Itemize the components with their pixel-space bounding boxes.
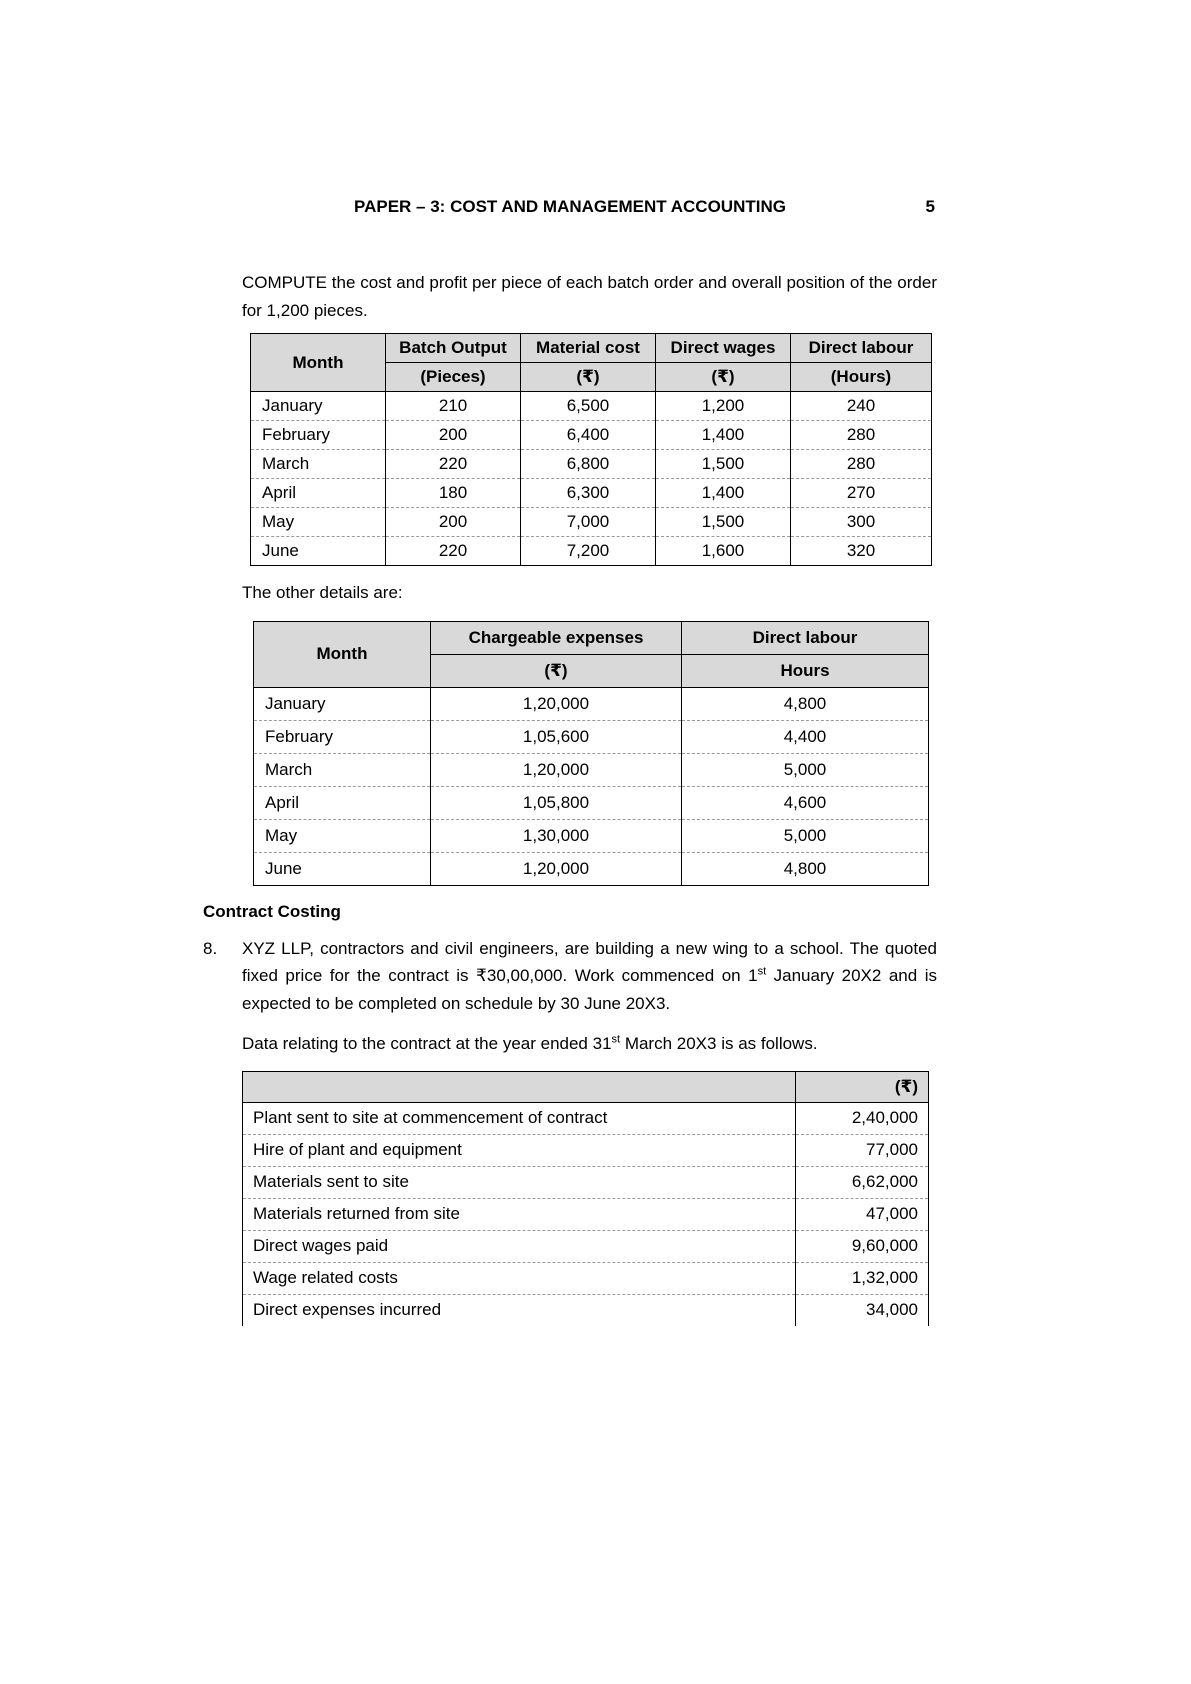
table-cell: Materials returned from site <box>243 1198 796 1230</box>
data-line-b: March 20X3 is as follows. <box>620 1034 818 1054</box>
table-cell: 4,400 <box>682 720 929 753</box>
table-row <box>254 687 929 720</box>
page-title: PAPER – 3: COST AND MANAGEMENT ACCOUNTING <box>354 197 786 216</box>
table-cell: 220 <box>386 450 521 479</box>
header-row <box>251 334 932 363</box>
page-header <box>203 197 937 219</box>
other-details-label: The other details are: <box>242 583 403 603</box>
table-cell: 280 <box>791 421 932 450</box>
col-header-month: Month <box>251 334 386 392</box>
col-header-item-blank <box>243 1071 796 1102</box>
table-cell: 7,200 <box>521 537 656 566</box>
table-cell: 200 <box>386 421 521 450</box>
table-cell: March <box>254 753 431 786</box>
ordinal-superscript: st <box>757 965 767 978</box>
table-row <box>251 537 932 566</box>
unit-pieces: (Pieces) <box>386 363 521 392</box>
table-cell: Direct wages paid <box>243 1230 796 1262</box>
col-header-direct-wages: Direct wages <box>656 334 791 363</box>
table-cell: 200 <box>386 508 521 537</box>
table-cell: June <box>254 852 431 885</box>
table-row <box>251 392 932 421</box>
batch-output-table <box>250 333 932 566</box>
table-row <box>251 450 932 479</box>
table-cell: February <box>254 720 431 753</box>
table-cell: 270 <box>791 479 932 508</box>
question-number: 8. <box>203 938 218 958</box>
table-cell: 1,500 <box>656 450 791 479</box>
table-cell: 5,000 <box>682 753 929 786</box>
table-cell: 320 <box>791 537 932 566</box>
table-cell: 1,500 <box>656 508 791 537</box>
table-cell: 77,000 <box>796 1134 929 1166</box>
table-cell: April <box>254 786 431 819</box>
table-cell: January <box>254 687 431 720</box>
table-cell: March <box>251 450 386 479</box>
table-cell: 1,05,800 <box>431 786 682 819</box>
table-row <box>254 720 929 753</box>
details-table-body <box>254 687 929 885</box>
table-row <box>243 1230 929 1262</box>
question-8 <box>203 935 937 1018</box>
table-cell: 1,05,600 <box>431 720 682 753</box>
table-cell: 1,32,000 <box>796 1262 929 1294</box>
table-cell: 1,20,000 <box>431 687 682 720</box>
unit-rupees: (₹) <box>656 363 791 392</box>
table-cell: 240 <box>791 392 932 421</box>
table-cell: 2,40,000 <box>796 1102 929 1134</box>
table-row <box>243 1198 929 1230</box>
table-cell: Plant sent to site at commencement of contract <box>243 1102 796 1134</box>
table-cell: 1,30,000 <box>431 819 682 852</box>
table-row <box>243 1166 929 1198</box>
table-cell: Materials sent to site <box>243 1166 796 1198</box>
table-cell: 1,200 <box>656 392 791 421</box>
other-details-table <box>253 621 929 886</box>
unit-hours: (Hours) <box>791 363 932 392</box>
table-cell: Hire of plant and equipment <box>243 1134 796 1166</box>
table-cell: 210 <box>386 392 521 421</box>
col-header-direct-labour: Direct labour <box>682 621 929 654</box>
table-row <box>243 1262 929 1294</box>
contract-data-table <box>242 1071 929 1327</box>
unit-rupees: (₹) <box>431 654 682 687</box>
section-heading-contract-costing: Contract Costing <box>203 901 341 921</box>
table-row <box>254 753 929 786</box>
table-cell: 1,20,000 <box>431 852 682 885</box>
table-cell: 280 <box>791 450 932 479</box>
contract-table-header <box>243 1071 929 1102</box>
col-header-amount: (₹) <box>796 1071 929 1102</box>
ordinal-superscript: st <box>611 1033 621 1046</box>
batch-table-body <box>251 392 932 566</box>
document-page <box>203 197 937 1326</box>
col-header-month: Month <box>254 621 431 687</box>
header-row <box>254 621 929 654</box>
table-row <box>254 786 929 819</box>
table-cell: June <box>251 537 386 566</box>
col-header-material-cost: Material cost <box>521 334 656 363</box>
table-cell: 1,400 <box>656 421 791 450</box>
table-cell: 7,000 <box>521 508 656 537</box>
table-cell: May <box>251 508 386 537</box>
table-cell: 180 <box>386 479 521 508</box>
table-cell: 1,600 <box>656 537 791 566</box>
question-text <box>242 935 937 1018</box>
table-cell: 1,400 <box>656 479 791 508</box>
data-line-a: Data relating to the contract at the year ended 31 <box>242 1034 612 1054</box>
details-table-header <box>254 621 929 687</box>
question-text-b: January 20X2 and is expected to be completed on schedule by 30 June 20X3. <box>242 966 938 1013</box>
col-header-chargeable-expenses: Chargeable expenses <box>431 621 682 654</box>
table-cell: February <box>251 421 386 450</box>
table-cell: 6,800 <box>521 450 656 479</box>
table-cell: 6,400 <box>521 421 656 450</box>
table-cell: 5,000 <box>682 819 929 852</box>
table-cell: 4,800 <box>682 687 929 720</box>
table-row <box>254 852 929 885</box>
table-cell: April <box>251 479 386 508</box>
unit-hours: Hours <box>682 654 929 687</box>
col-header-batch-output: Batch Output <box>386 334 521 363</box>
batch-table-header <box>251 334 932 392</box>
table-cell: 6,300 <box>521 479 656 508</box>
table-cell: 9,60,000 <box>796 1230 929 1262</box>
table-cell: May <box>254 819 431 852</box>
table-cell: Direct expenses incurred <box>243 1294 796 1326</box>
table-cell: January <box>251 392 386 421</box>
table-cell: 1,20,000 <box>431 753 682 786</box>
table-row <box>243 1134 929 1166</box>
table-row <box>251 508 932 537</box>
data-intro-line <box>242 1030 937 1058</box>
table-cell: 4,600 <box>682 786 929 819</box>
col-header-direct-labour: Direct labour <box>791 334 932 363</box>
header-row <box>243 1071 929 1102</box>
table-row <box>251 421 932 450</box>
table-cell: 6,62,000 <box>796 1166 929 1198</box>
table-cell: Wage related costs <box>243 1262 796 1294</box>
table-cell: 220 <box>386 537 521 566</box>
table-cell: 47,000 <box>796 1198 929 1230</box>
page-number: 5 <box>925 197 935 216</box>
unit-rupees: (₹) <box>521 363 656 392</box>
question-text-a: XYZ LLP, contractors and civil engineers, are building a new wing to a school. The quoted fixed price for the contract is ₹30,00,000. Work commenced on 1 <box>242 938 937 986</box>
table-row <box>251 479 932 508</box>
table-cell: 4,800 <box>682 852 929 885</box>
table-row <box>243 1294 929 1326</box>
table-cell: 300 <box>791 508 932 537</box>
contract-table-body <box>243 1102 929 1326</box>
table-cell: 6,500 <box>521 392 656 421</box>
table-row <box>243 1102 929 1134</box>
intro-paragraph: COMPUTE the cost and profit per piece of each batch order and overall position of the order for 1,200 pieces. <box>242 273 937 320</box>
table-cell: 34,000 <box>796 1294 929 1326</box>
table-row <box>254 819 929 852</box>
